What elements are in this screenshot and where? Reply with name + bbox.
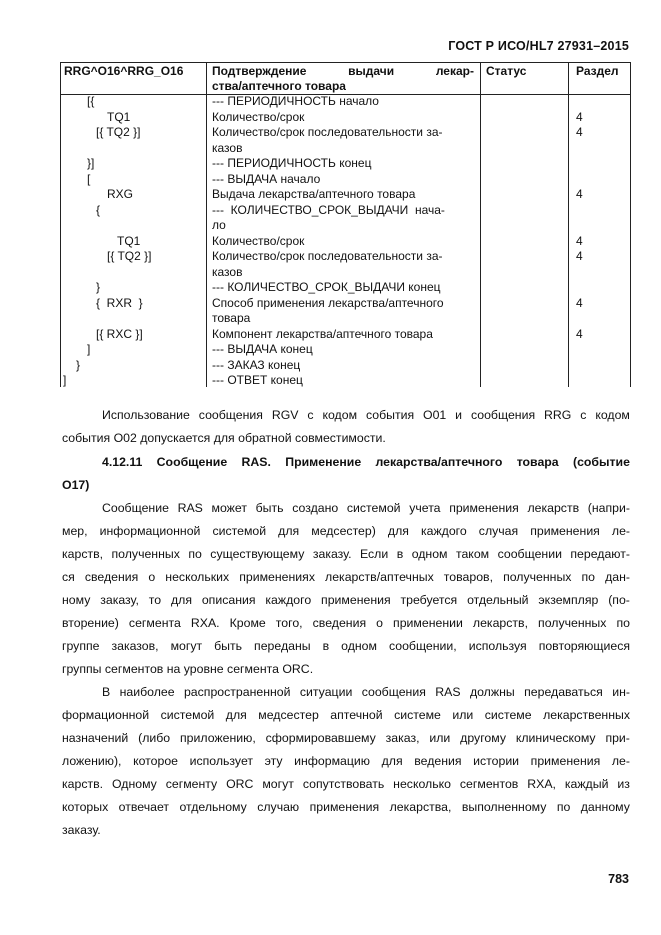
table-top-border — [60, 62, 630, 63]
column-divider — [206, 62, 207, 387]
segment-description: Компонент лекарства/аптечного товара — [212, 326, 433, 341]
segment-description: Количество/срок — [212, 233, 305, 248]
segment-description: Выдача лекарства/аптечного товара — [212, 187, 416, 201]
segment-description: --- ОТВЕТ конец — [212, 373, 303, 387]
segment-code: ] — [63, 373, 67, 387]
segment-code: RXG — [107, 187, 134, 201]
segment-code: { — [96, 202, 101, 217]
document-header: ГОСТ Р ИСО/HL7 27931–2015 — [448, 39, 629, 53]
segment-code: [{ — [87, 94, 95, 108]
segment-description: Количество/срок последовательности за- казов — [212, 125, 443, 155]
segment-description: --- КОЛИЧЕСТВО_СРОК_ВЫДАЧИ нача- ло — [212, 202, 445, 232]
table-border-left — [60, 62, 61, 387]
segment-description: --- ЗАКАЗ конец — [212, 357, 301, 372]
table-border-right — [630, 62, 631, 387]
section-number: 4 — [576, 233, 583, 248]
segment-code: TQ1 — [117, 233, 141, 248]
column-divider — [568, 62, 569, 387]
section-number: 4 — [576, 326, 583, 341]
paragraph-ras-usage: В наиболее распространенной ситуации сообщения RAS должны передаваться ин- формационной системой для медсестер аптечной системе или системе лекарственных назначений (либо приложению, сформировавшему заказ, или другому клиническому при- ложению), которое использует эту информацию для ведения истории применения ле- карств. Одному сегменту ORC могут сопутствовать несколько сегментов RXA, каждый из которых отвечает отдельному случаю применения лекарства, выполненному по данному заказу. — [62, 685, 630, 837]
segment-code: { RXR } — [96, 295, 143, 310]
segment-code: TQ1 — [107, 109, 131, 124]
section-number: 4 — [576, 295, 583, 310]
page-number: 783 — [608, 872, 629, 886]
section-number: 4 — [576, 109, 583, 124]
paragraph-compat: Использование сообщения RGV с кодом события O01 и сообщения RRG с кодом события O02 допускается для обратной совместимости. — [62, 408, 630, 445]
segment-description: --- ПЕРИОДИЧНОСТЬ начало — [212, 94, 379, 108]
header-status: Статус — [486, 64, 527, 78]
section-number: 4 — [576, 249, 583, 263]
segment-description: --- КОЛИЧЕСТВО_СРОК_ВЫДАЧИ конец — [212, 280, 441, 294]
segment-code: } — [96, 280, 101, 294]
segment-code: [ — [87, 171, 91, 186]
segment-code: [{ RXC }] — [96, 326, 143, 341]
section-heading: 4.12.11 Сообщение RAS. Применение лекарства/аптечного товара (событие O17) — [62, 455, 630, 492]
segment-code: [{ TQ2 }] — [107, 249, 152, 263]
segment-description: Количество/срок — [212, 109, 305, 124]
segment-code: }] — [87, 156, 95, 170]
segment-code: [{ TQ2 }] — [96, 125, 141, 139]
segment-description: --- ВЫДАЧА конец — [212, 342, 313, 356]
header-segment: RRG^O16^RRG_O16 — [64, 64, 184, 78]
header-description: Подтверждение выдачи лекар- ства/аптечного товара — [212, 64, 474, 93]
paragraph-ras-description: Сообщение RAS может быть создано системой учета применения лекарств (напри- мер, информационной системой для медсестер) для каждого случая применения ле- карств, полученных по существующему заказу. Если в одном таком сообщении передают- ся сведения о нескольких применениях лекарств/аптечных товаров, полученных по дан- ному заказу, то для описания каждого применения требуется отдельный экземпляр (по- вторение) сегмента RXA. Кроме того, сведения о применении лекарств, полученных по группе заказов, могут быть переданы в одном сообщении, используя повторяющиеся группы сегментов на уровне сегмента ORC. — [62, 501, 630, 676]
message-structure-table — [60, 62, 630, 387]
segment-description: --- ВЫДАЧА начало — [212, 171, 321, 186]
segment-description: Количество/срок последовательности за- казов — [212, 249, 443, 279]
header-section: Раздел — [576, 64, 619, 78]
segment-description: Способ применения лекарства/аптечного товара — [212, 295, 444, 325]
column-divider — [480, 62, 481, 387]
segment-code: } — [76, 357, 81, 372]
segment-description: --- ПЕРИОДИЧНОСТЬ конец — [212, 156, 372, 170]
section-number: 4 — [576, 125, 583, 139]
section-number: 4 — [576, 187, 583, 201]
segment-code: ] — [87, 342, 91, 356]
